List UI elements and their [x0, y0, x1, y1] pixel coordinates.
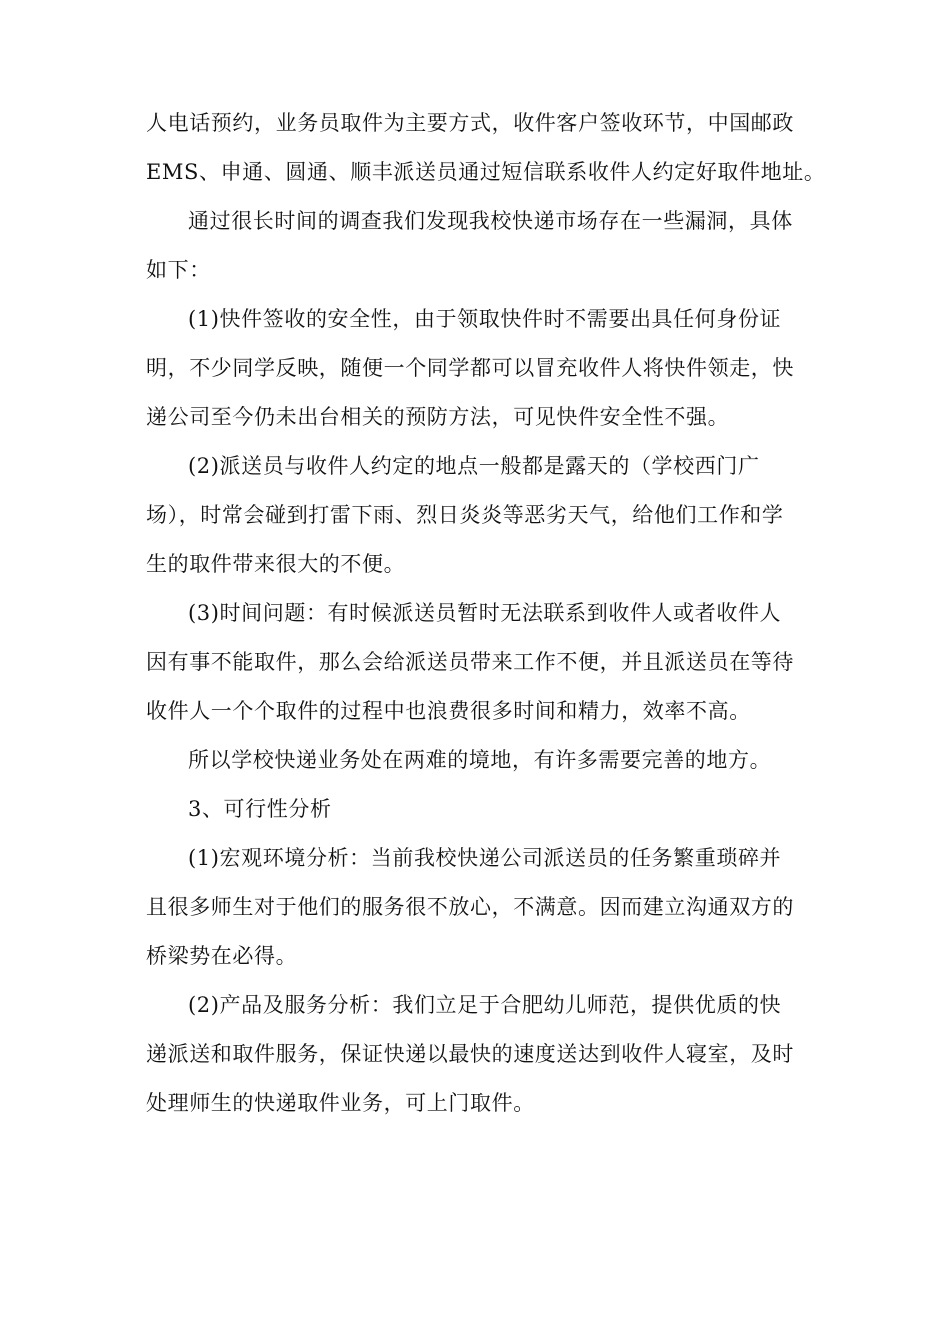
text-line: 如下： — [146, 258, 211, 282]
text-line: (1)宏观环境分析：当前我校快递公司派送员的任务繁重琐碎并 — [188, 846, 782, 870]
text-line: 场），时常会碰到打雷下雨、烈日炎炎等恶劣天气，给他们工作和学 — [146, 503, 784, 527]
text-line: 人电话预约，业务员取件为主要方式，收件客户签收环节，中国邮政 — [146, 111, 794, 135]
text-line: (2)派送员与收件人约定的地点一般都是露天的（学校西门广 — [188, 454, 760, 478]
text-line: 所以学校快递业务处在两难的境地，有许多需要完善的地方。 — [188, 748, 772, 772]
text-line: 明，不少同学反映，随便一个同学都可以冒充收件人将快件领走，快 — [146, 356, 794, 380]
text-line: (3)时间问题：有时候派送员暂时无法联系到收件人或者收件人 — [188, 601, 782, 625]
text-line: 生的取件带来很大的不便。 — [146, 552, 406, 576]
text-line: 且很多师生对于他们的服务很不放心，不满意。因而建立沟通双方的 — [146, 895, 794, 919]
text-line: EMS、申通、圆通、顺丰派送员通过短信联系收件人约定好取件地址。 — [146, 160, 826, 184]
text-line: 递公司至今仍未出台相关的预防方法，可见快件安全性不强。 — [146, 405, 730, 429]
document-body — [146, 99, 826, 1128]
text-line: 桥梁势在必得。 — [146, 944, 298, 968]
text-line: (1)快件签收的安全性，由于领取快件时不需要出具任何身份证 — [188, 307, 782, 331]
section-heading: 3、可行性分析 — [188, 797, 332, 821]
text-line: (2)产品及服务分析：我们立足于合肥幼儿师范，提供优质的快 — [188, 993, 782, 1017]
text-line: 递派送和取件服务，保证快递以最快的速度送达到收件人寝室，及时 — [146, 1042, 794, 1066]
text-line: 因有事不能取件，那么会给派送员带来工作不便，并且派送员在等待 — [146, 650, 794, 674]
text-line: 处理师生的快递取件业务，可上门取件。 — [146, 1091, 535, 1115]
text-line: 收件人一个个取件的过程中也浪费很多时间和精力，效率不高。 — [146, 699, 751, 723]
text-line: 通过很长时间的调查我们发现我校快递市场存在一些漏洞，具体 — [188, 209, 793, 233]
